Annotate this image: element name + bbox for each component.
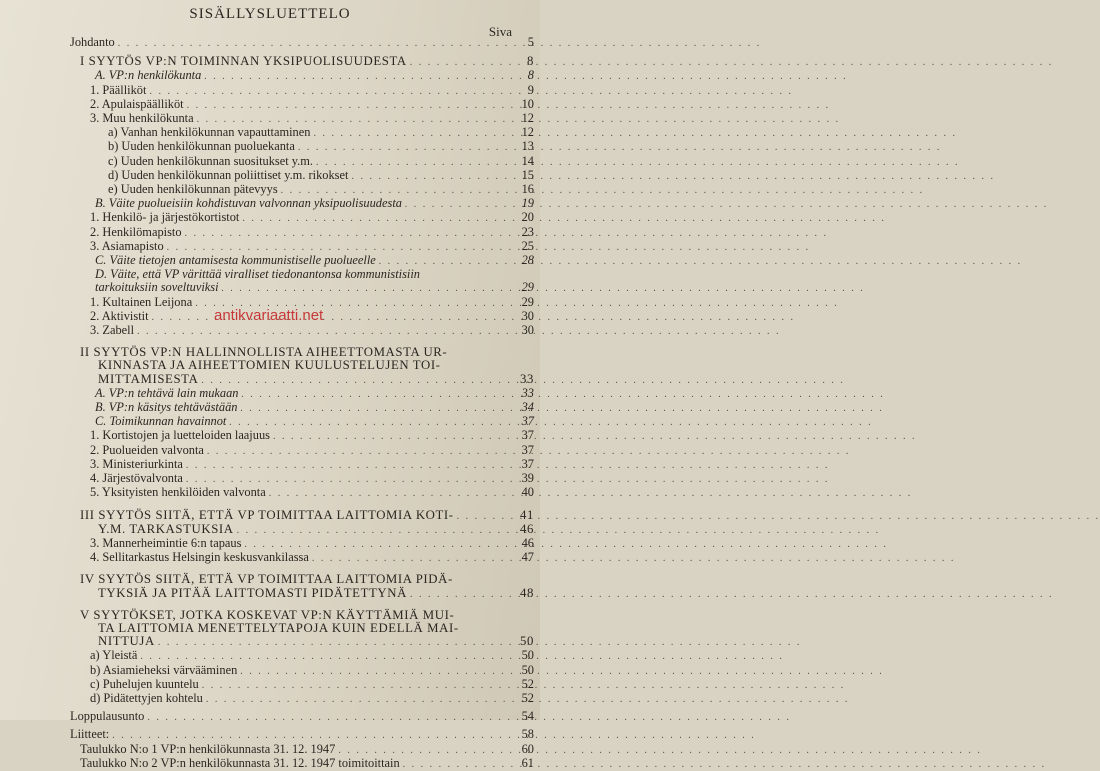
toc-entry-page: 47: [521, 550, 534, 565]
toc-leader-dots: [185, 224, 829, 240]
toc-leader-dots: [312, 552, 956, 565]
toc-entry-title: d) Uuden henkilökunnan poliittiset y.m. rikokset: [108, 167, 349, 182]
toc-entry-title: 3. Zabell: [90, 323, 135, 338]
toc-entry-title: 4. Sellitarkastus Helsingin keskusvankilassa: [90, 550, 309, 565]
toc-entry: [0, 551, 540, 565]
toc-entry-title: 1. Kultainen Leijona: [90, 294, 193, 309]
toc-entry: [0, 486, 540, 500]
toc-leader-dots: [405, 198, 1049, 211]
toc-leader-dots: [112, 729, 756, 742]
toc-entry-title: Loppulausunto: [70, 709, 145, 724]
toc-leader-dots: [410, 585, 1054, 601]
toc-entry: [0, 155, 540, 169]
toc-leader-dots: [269, 487, 913, 500]
toc-leader-dots: [187, 96, 831, 112]
toc-entry: [0, 537, 540, 551]
toc-entry: [0, 509, 540, 523]
toc-entry-page: 61: [521, 755, 534, 770]
toc-entry: [0, 373, 540, 387]
toc-entry-page: 37: [521, 428, 534, 443]
toc-leader-dots: [379, 255, 1023, 268]
toc-entry: [0, 55, 540, 69]
toc-entry-title: A. VP:n henkilökunta: [95, 68, 202, 83]
toc-leader-dots: [244, 535, 888, 551]
toc-entry: [0, 664, 540, 678]
toc-entry: [0, 743, 540, 757]
toc-entry-page: 29: [521, 294, 534, 309]
toc-entry: [0, 183, 540, 197]
toc-entry: [0, 98, 540, 112]
toc-entry-title: 3. Mannerheimintie 6:n tapaus: [90, 535, 242, 550]
toc-entry-page: 46: [521, 535, 534, 550]
toc-entry: [0, 622, 540, 635]
toc-leader-dots: [242, 212, 886, 225]
toc-entry-title: a) Vanhan henkilökunnan vapauttaminen: [108, 125, 311, 140]
toc-entry: [0, 268, 540, 281]
toc-entry: [0, 587, 540, 601]
toc-entry-page: 54: [521, 709, 534, 724]
toc-entry: [0, 415, 540, 429]
toc-leader-dots: [186, 473, 830, 486]
page-title: SISÄLLYSLUETTELO: [189, 6, 351, 22]
toc-entry: [0, 281, 540, 295]
toc-entry: [0, 728, 540, 742]
toc-entry-title: Taulukko N:o 1 VP:n henkilökunnasta 31. 12. 1947: [80, 741, 336, 756]
toc-leader-dots: [316, 153, 960, 169]
toc-entry: [0, 211, 540, 225]
toc-entry-title: Taulukko N:o 2 VP:n henkilökunnasta 31. 12. 1947 toimitoittain: [80, 755, 400, 770]
toc-entry-title: Johdanto: [70, 35, 115, 49]
toc-leader-dots: [240, 662, 884, 678]
table-of-contents: [0, 36, 540, 771]
toc-leader-dots: [298, 141, 942, 154]
toc-entry: [0, 444, 540, 458]
toc-entry-title: 2. Puolueiden valvonta: [90, 442, 204, 457]
toc-entry: [0, 324, 540, 338]
toc-entry: [0, 240, 540, 254]
toc-entry-title: a) Yleistä: [90, 648, 138, 663]
toc-entry-title: C. Toimikunnan havainnot: [95, 414, 227, 429]
toc-leader-dots: [149, 82, 793, 98]
toc-entry-page: 50: [521, 662, 534, 677]
toc-entry-page: 13: [521, 139, 534, 154]
toc-entry-page: 29: [521, 280, 534, 295]
toc-entry: [0, 112, 540, 126]
toc-entry-title: e) Uuden henkilökunnan pätevyys: [108, 182, 278, 197]
toc-entry-page: 16: [521, 182, 534, 197]
toc-entry-page: 50: [520, 634, 534, 649]
toc-entry: [0, 573, 540, 586]
toc-leader-dots: [222, 282, 866, 295]
page-column-label: Siva: [488, 24, 512, 39]
toc-leader-dots: [457, 507, 1100, 523]
toc-entry: [0, 692, 540, 706]
toc-entry-title: B. VP:n käsitys tehtävästään: [95, 400, 238, 415]
toc-entry-page: 41: [520, 507, 534, 522]
toc-entry-title: c) Puhelujen kuuntelu: [90, 676, 199, 691]
toc-entry-page: 33: [521, 385, 534, 400]
toc-leader-dots: [273, 430, 917, 443]
toc-entry: [0, 458, 540, 472]
toc-entry-title: 5. Yksityisten henkilöiden valvonta: [90, 485, 266, 500]
toc-entry-page: 52: [521, 676, 534, 691]
toc-entry-title: KINNASTA JA AIHEETTOMIEN KUULUSTELUJEN TOI-: [98, 358, 441, 373]
toc-entry-page: 37: [521, 442, 534, 457]
toc-entry-page: 52: [521, 690, 534, 705]
toc-entry-title: NITTUJA: [98, 634, 155, 649]
toc-leader-dots: [313, 127, 957, 140]
toc-entry-page: 37: [521, 456, 534, 471]
toc-entry-page: 14: [521, 153, 534, 168]
toc-leader-dots: [137, 325, 781, 338]
toc-entry-title: B. Väite puolueisiin kohdistuvan valvonnan yksipuolisuudesta: [95, 196, 402, 211]
toc-leader-dots: [403, 755, 1047, 771]
toc-leader-dots: [410, 56, 1054, 69]
toc-entry-page: 9: [527, 82, 534, 97]
toc-entry-page: 12: [521, 111, 534, 126]
toc-entry-title: 1. Päälliköt: [90, 82, 147, 97]
toc-leader-dots: [338, 741, 982, 757]
toc-leader-dots: [351, 167, 995, 183]
toc-entry-title: TYKSIÄ JA PITÄÄ LAITTOMASTI PIDÄTETTYNÄ: [98, 585, 407, 600]
toc-entry: [0, 609, 540, 622]
toc-entry-title: 2. Apulaispäälliköt: [90, 96, 184, 111]
toc-entry-page: 5: [527, 35, 534, 49]
toc-entry-page: 8: [527, 68, 534, 83]
toc-entry-title: TA LAITTOMIA MENETTELYTAPOJA KUIN EDELLÄ MAI-: [98, 620, 459, 635]
toc-entry-title: 4. Järjestövalvonta: [90, 471, 183, 486]
toc-leader-dots: [147, 711, 791, 724]
toc-entry: [0, 140, 540, 154]
toc-entry-page: 15: [521, 167, 534, 182]
toc-entry: [0, 36, 540, 50]
toc-entry-title: 2. Aktivistit: [90, 308, 149, 323]
toc-leader-dots: [118, 37, 762, 50]
toc-leader-dots: [240, 402, 884, 415]
toc-entry-page: 28: [521, 253, 534, 268]
toc-entry: [0, 359, 540, 372]
toc-entry-title: d) Pidätettyjen kohtelu: [90, 690, 203, 705]
toc-entry: [0, 635, 540, 649]
toc-entry-page: 25: [521, 238, 534, 253]
toc-entry-title: I SYYTÖS VP:N TOIMINNAN YKSIPUOLISUUDESTA: [80, 54, 407, 69]
toc-entry: [0, 401, 540, 415]
toc-entry: [0, 678, 540, 692]
toc-entry-title: b) Uuden henkilökunnan puoluekanta: [108, 139, 295, 154]
toc-entry-title: D. Väite, että VP värittää viralliset tiedonantonsa kommunistisiin: [95, 267, 420, 282]
toc-entry: [0, 84, 540, 98]
toc-entry-page: 37: [521, 414, 534, 429]
toc-leader-dots: [140, 650, 784, 663]
toc-entry-title: V SYYTÖKSET, JOTKA KOSKEVAT VP:N KÄYTTÄMIÄ MUI-: [80, 607, 455, 622]
toc-entry-title: 3. Asiamapisto: [90, 238, 164, 253]
toc-leader-dots: [237, 521, 881, 537]
toc-entry: [0, 710, 540, 724]
toc-entry: [0, 254, 540, 268]
toc-entry: [0, 429, 540, 443]
toc-entry-title: 3. Ministeriurkinta: [90, 456, 183, 471]
toc-entry-title: 1. Henkilö- ja järjestökortistot: [90, 210, 240, 225]
toc-entry-title: III SYYTÖS SIITÄ, ETTÄ VP TOIMITTAA LAITTOMIA KOTI-: [80, 507, 454, 522]
toc-entry-page: 46: [520, 521, 534, 536]
toc-entry-title: Liitteet:: [70, 727, 110, 742]
toc-entry-page: 58: [521, 727, 534, 742]
toc-leader-dots: [158, 636, 802, 649]
toc-entry-title: II SYYTÖS VP:N HALLINNOLLISTA AIHEETTOMASTA UR-: [80, 345, 448, 360]
toc-leader-dots: [242, 385, 886, 401]
toc-entry-title: 1. Kortistojen ja luetteloiden laajuus: [90, 428, 270, 443]
toc-leader-dots: [229, 416, 873, 429]
toc-entry: [0, 226, 540, 240]
toc-entry-page: 48: [520, 585, 534, 600]
toc-entry: [0, 69, 540, 83]
toc-entry-title: A. VP:n tehtävä lain mukaan: [95, 385, 239, 400]
toc-leader-dots: [186, 456, 830, 472]
toc-entry-page: 33: [520, 371, 534, 386]
toc-entry-title: tarkoituksiin soveltuviksi: [95, 280, 219, 295]
toc-entry: [0, 197, 540, 211]
toc-entry-page: 8: [527, 54, 534, 69]
toc-entry-title: c) Uuden henkilökunnan suositukset y.m.: [108, 153, 313, 168]
toc-entry: [0, 126, 540, 140]
toc-entry-title: IV SYYTÖS SIITÄ, ETTÄ VP TOIMITTAA LAITTOMIA PIDÄ-: [80, 572, 453, 587]
toc-entry: [0, 387, 540, 401]
toc-entry-title: C. Väite tietojen antamisesta kommunistiselle puolueelle: [95, 253, 376, 268]
toc-entry-page: 20: [521, 210, 534, 225]
toc-entry-page: 50: [521, 648, 534, 663]
toc-entry-page: 10: [521, 96, 534, 111]
toc-entry: [0, 757, 540, 771]
watermark: antikvariaatti.net: [214, 307, 324, 324]
toc-entry-page: 60: [521, 741, 534, 756]
toc-entry-title: 3. Muu henkilökunta: [90, 111, 194, 126]
toc-entry: [0, 523, 540, 537]
toc-entry-title: 2. Henkilömapisto: [90, 224, 182, 239]
toc-entry: [0, 169, 540, 183]
toc-entry-page: 34: [521, 400, 534, 415]
toc-entry-page: 40: [521, 485, 534, 500]
book-page: [0, 0, 540, 770]
toc-entry-page: 19: [521, 196, 534, 211]
toc-entry-page: 12: [521, 125, 534, 140]
toc-entry-page: 39: [521, 471, 534, 486]
toc-entry-title: b) Asiamieheksi värvääminen: [90, 662, 238, 677]
toc-entry-title: Y.M. TARKASTUKSIA: [98, 521, 234, 536]
toc-entry-page: 23: [521, 224, 534, 239]
toc-entry: [0, 472, 540, 486]
toc-entry-page: 30: [521, 323, 534, 338]
toc-entry-title: MITTAMISESTA: [98, 371, 199, 386]
toc-entry-page: 30: [521, 308, 534, 323]
toc-entry: [0, 649, 540, 663]
